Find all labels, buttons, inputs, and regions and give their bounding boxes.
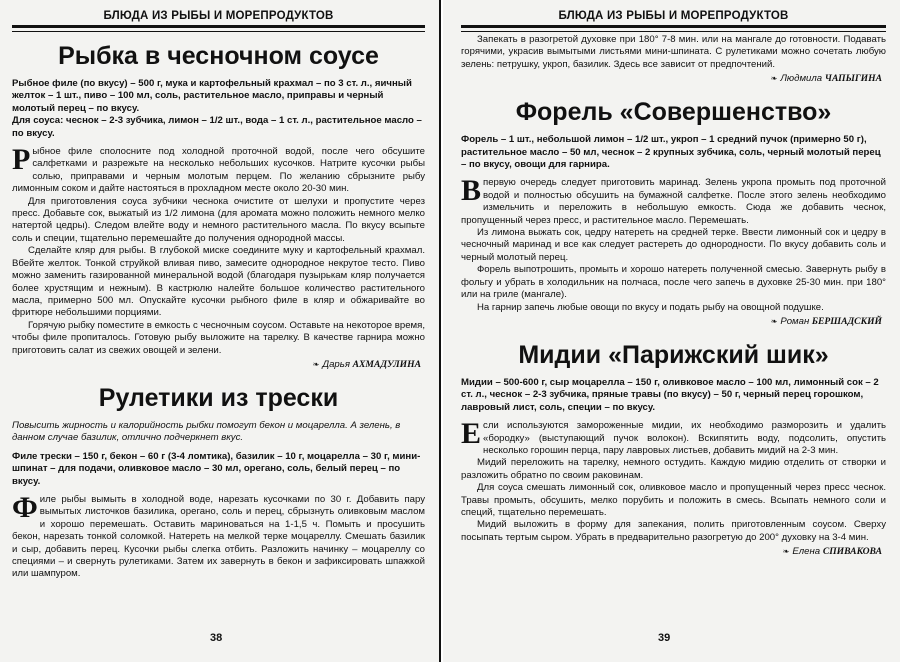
ingredients: Мидии – 500-600 г, сыр моцарелла – 150 г, оливковое масло – 100 мл, лимонный сок – 2 ст. л., чеснок – 2-3 зубчика, пряные травы (по вкусу) – 50 г, черный перец горошком, лавровый лист, соль, специи – по вкусу. — [461, 376, 879, 413]
paragraph: Запекать в разогретой духовке при 180° 7-8 мин. или на мангале до готовности. Подавать горячими, украсив вымытыми листьями мини-шпината. С рулетиками можно сочетать любую зелень: петрушку, укроп, базилик. Здесь все зависит от предпочтений. — [461, 34, 886, 70]
paragraph: На гарнир запечь любые овощи по вкусу и подать рыбу на овощной подушке. — [477, 301, 824, 313]
drop-cap: Е — [461, 417, 482, 451]
recipe-title: Рыбка в чесночном соусе — [58, 42, 379, 70]
paragraph: Из лимона выжать сок, цедру натереть на средней терке. Ввести лимонный сок и цедру в чесночный маринад и все как следует растереть до однородности. По вкусу добавить соль и черный молотый перец. — [461, 227, 886, 263]
ingredients-sauce: Для соуса: чеснок – 2-3 зубчика, лимон – 1/2 шт., вода – 1 ст. л., растительное масло – по вкусу. — [12, 115, 422, 139]
page-number: 38 — [210, 632, 223, 644]
paragraph: Если используются замороженные мидии, их необходимо разморозить и удалить «бородку» (выступающий пучок волокон). Вскипятить воду, подсолить, опустить несколько горошин перца, пару лавровых листьев, добавить мидий на 2-3 мин. — [461, 417, 886, 456]
ingredients: Форель – 1 шт., небольшой лимон – 1/2 шт., укроп – 1 средний пучок (примерно 50 г), растительное масло – 50 мл, чеснок – 2 крупных зубчика, соль, черный молотый перец – по вкусу, овощи для гарнира. — [461, 134, 881, 171]
recipe-note: Повысить жирность и калорийность рыбки помогут бекон и моцарелла. А зелень, в данном случае базилик, отлично подчеркнет вкус. — [12, 419, 401, 444]
author-first-name: Роман — [780, 315, 810, 327]
author-signature — [461, 546, 882, 557]
ingredients-main: Рыбное филе (по вкусу) – 500 г, мука и картофельный крахмал – по 3 ст. л., яичный желток – 1 шт., пиво – 100 мл, соль, растительное масло, приправы и черный молотый перец – по вкусу. — [12, 78, 412, 114]
leaf-icon: ❧ — [312, 359, 320, 369]
author-last-name: БЕРШАДСКИЙ — [811, 315, 882, 327]
author-last-name: АХМАДУЛИНА — [352, 358, 421, 370]
ingredients — [12, 78, 425, 140]
running-head: БЛЮДА ИЗ РЫБЫ И МОРЕПРОДУКТОВ — [12, 10, 425, 28]
recipe-title: Рулетики из трески — [98, 383, 339, 412]
paragraph: Сделайте кляр для рыбы. В глубокой миске соедините муку и картофельный крахмал. Вбейте желток. Тонкой струйкой вливая пиво, замесите однородное некрутое тесто. Пиво можно заменить газированной минеральной водой (благодаря пузырькам кляр получается более хрустящим и нежным). В кастрюлю налейте большое количество растительного масла, примерно 500 мл. Опускайте кусочки рыбного филе в кляр и обжаривайте во фритюре небольшими порциями. — [12, 245, 425, 319]
drop-cap: Р — [12, 143, 31, 177]
author-signature — [461, 316, 882, 327]
author-last-name: ЧАПЫГИНА — [824, 73, 882, 85]
author-signature — [461, 73, 882, 84]
recipe-title: Форель «Совершенство» — [515, 98, 832, 127]
drop-cap: В — [461, 174, 482, 208]
paragraph: Для приготовления соуса зубчики чеснока очистите от шелухи и пропустите через пресс. Добавьте сок, выжатый из 1/2 лимона (для аромата можно положить немного мелко натертой цедры). Следом влейте воду и немного растительного масла. По вкусу всыпьте соль и специи, тщательно перемешайте до получения однородной массы. — [12, 195, 425, 244]
ingredients: Филе трески – 150 г, бекон – 60 г (3-4 ломтика), базилик – 10 г, моцарелла – 30 г, мини-шпинат – для подачи, оливковое масло – 30 мл, орегано, соль, белый перец – по вкусу. — [12, 450, 421, 487]
author-first-name: Людмила — [780, 73, 823, 85]
paragraph: Впервую очередь следует приготовить маринад. Зелень укропа промыть под проточной водой и полностью обсушить на бумажной салфетке. После этого зелень необходимо измельчить и переложить в небольшую емкость. Сюда же добавить чеснок, пропущенный через пресс, и растительное масло. Перемешать. — [461, 174, 886, 226]
leaf-icon: ❧ — [770, 316, 778, 326]
recipe-title: Мидии «Парижский шик» — [518, 340, 829, 369]
author-signature — [12, 359, 421, 370]
right-page — [443, 0, 900, 662]
author-last-name: СПИВАКОВА — [822, 546, 882, 558]
paragraph: Форель выпотрошить, промыть и хорошо натереть полученной смесью. Завернуть рыбу в фольгу и убрать в холодильник на полчаса, после чего запечь в духовке 25-30 мин. при 180° или на гриле (мангале). — [461, 264, 886, 301]
running-head: БЛЮДА ИЗ РЫБЫ И МОРЕПРОДУКТОВ — [461, 10, 886, 28]
paragraph: Для соуса смешать лимонный сок, оливковое масло и пропущенный через пресс чеснок. Травы промыть, обсушить, мелко порубить и положить в смесь. Всыпать немного соли и специй, тщательно перемешать. — [461, 482, 886, 518]
author-first-name: Елена — [792, 546, 821, 558]
paragraph: Рыбное филе сполосните под холодной проточной водой, после чего обсушите салфетками и разрежьте на несколько небольших кусочков. Натрите кусочки рыбы солью, приправами и черным молотым перцем. По желанию сбрызните рыбу лимонным соком и дайте настояться в прохладном месте около 20-30 мин. — [12, 143, 425, 195]
left-page — [0, 0, 441, 662]
page-number: 39 — [658, 632, 671, 644]
paragraph: Мидий выложить в форму для запекания, полить приготовленным соусом. Сверху посыпать тертым сыром. Убрать в предварительно разогретую до 200° духовку на 3-4 мин. — [461, 519, 886, 543]
author-first-name: Дарья — [322, 358, 350, 370]
paragraph: Филе рыбы вымыть в холодной воде, нарезать кусочками по 30 г. Добавить пару вымытых листочков базилика, орегано, соль и перец, сбрызнуть оливковым маслом и хорошо перемешать. Оставить мариноваться на 1-1,5 ч. Помыть и просушить бекон, нарезать тонкой соломкой. Натереть на мелкой терке моцареллу. Смешать базилик и сыр, добавить перец. Кусочки рыбы слегка отбить. Разложить начинку – моцареллу со специями – и свернуть рулетиками. Затем их завернуть в бекон и зафиксировать шпажкой или шампуром. — [12, 490, 425, 580]
paragraph: Мидий переложить на тарелку, немного остудить. Каждую мидию отделить от створки и разложить обратно по своим раковинам. — [461, 457, 886, 481]
leaf-icon: ❧ — [770, 74, 778, 84]
paragraph: Горячую рыбку поместите в емкость с чесночным соусом. Оставьте на некоторое время, чтобы филе пропиталось. Готовую рыбу выложите на тарелку. В качестве гарнира можно приготовить салат из свежих овощей и зелени. — [12, 319, 425, 356]
drop-cap: Ф — [12, 490, 38, 524]
leaf-icon: ❧ — [782, 547, 790, 557]
